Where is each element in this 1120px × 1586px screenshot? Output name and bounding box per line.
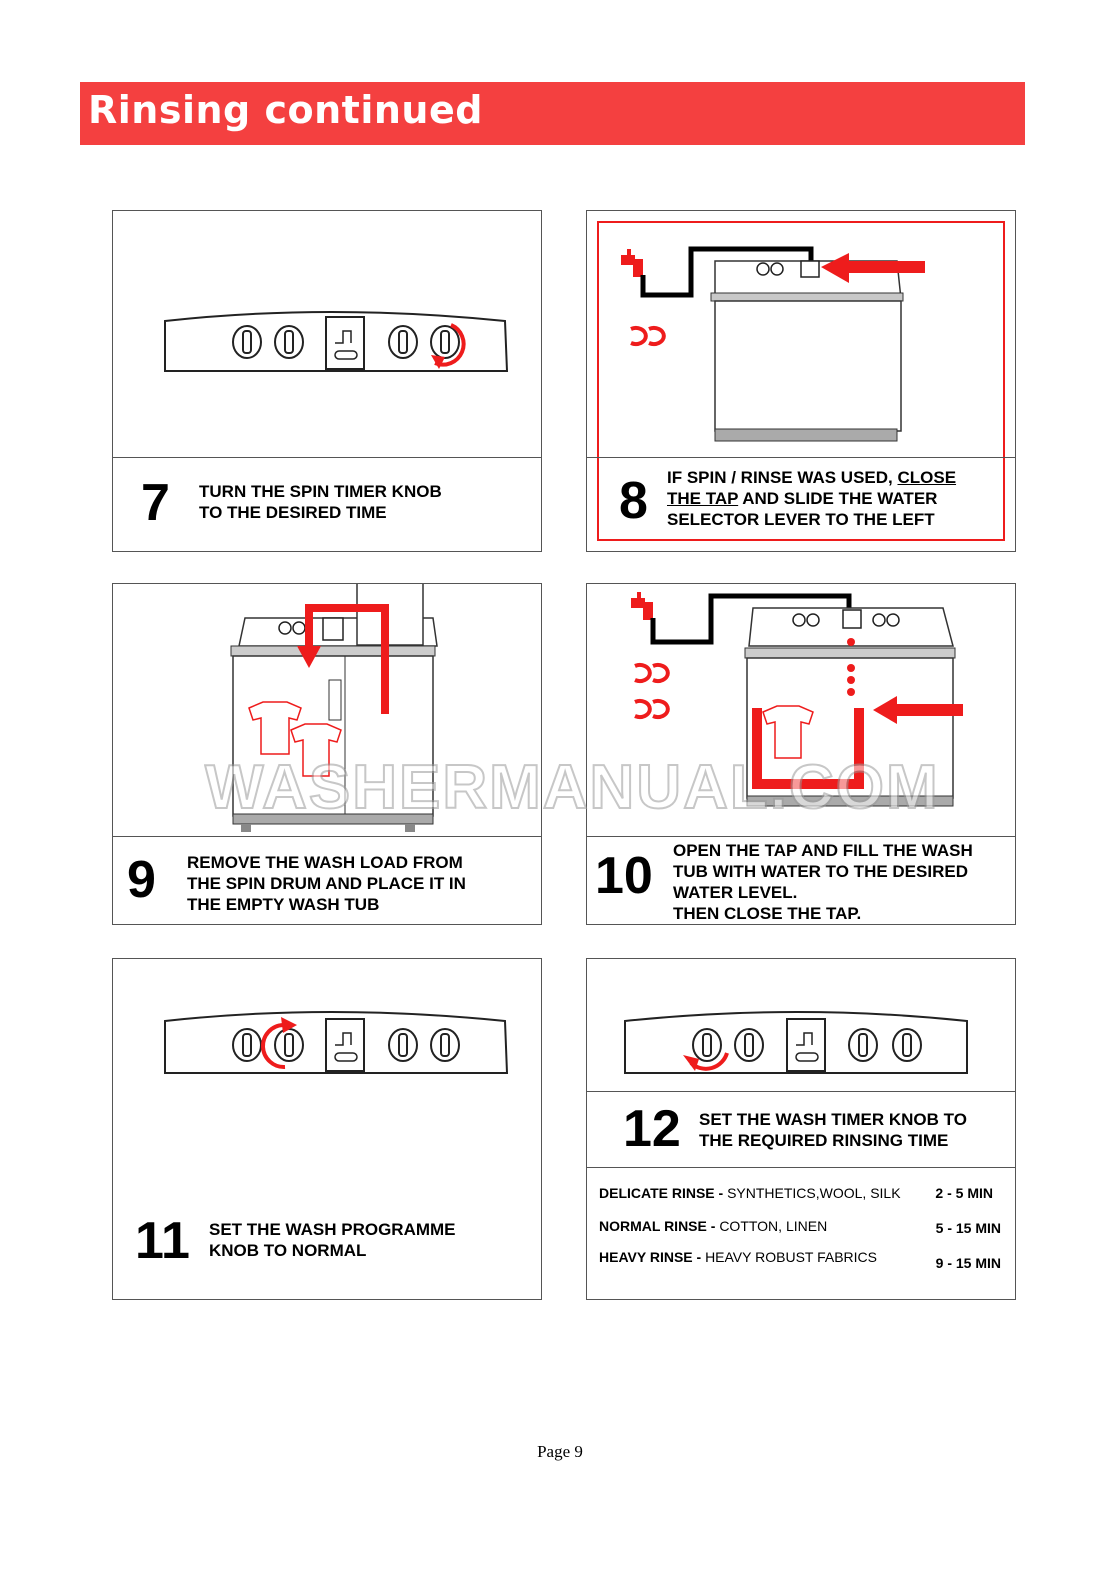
section-header: [80, 82, 1025, 145]
tap-icon: [631, 592, 653, 620]
rinse-time: 2 - 5 MIN: [935, 1185, 993, 1201]
control-panel-illustration: [587, 959, 1017, 1091]
step-instruction: TURN THE SPIN TIMER KNOB TO THE DESIRED TIME: [199, 482, 442, 522]
washer-fill-illustration: [587, 584, 1017, 836]
rotate-icon: [635, 665, 668, 717]
control-panel-illustration: [113, 959, 543, 1099]
step-instruction: SET THE WASH TIMER KNOB TO THE REQUIRED RINSING TIME: [699, 1110, 967, 1150]
step-number: 8: [619, 472, 648, 530]
selector-lever-icon: [326, 317, 364, 369]
washer-tap-illustration: [587, 211, 1017, 457]
control-panel-illustration: [113, 211, 543, 457]
step-7-panel: [112, 210, 542, 552]
step-9-panel: [112, 583, 542, 925]
step-12-panel: [586, 958, 1016, 1300]
rinse-time: 5 - 15 MIN: [935, 1220, 1001, 1236]
step-instruction: SET THE WASH PROGRAMME KNOB TO NORMAL: [209, 1220, 456, 1260]
step-number: 12: [623, 1100, 681, 1158]
step-number: 7: [141, 474, 170, 532]
washer-unload-illustration: [113, 584, 543, 836]
step-11-panel: [112, 958, 542, 1300]
step-instruction: REMOVE THE WASH LOAD FROM THE SPIN DRUM AND PLACE IT IN THE EMPTY WASH TUB: [187, 853, 466, 914]
step-8-panel: [586, 210, 1016, 552]
rinse-time: 9 - 15 MIN: [935, 1255, 1001, 1271]
page-title: Rinsing continued: [88, 88, 483, 132]
step-number: 9: [127, 851, 156, 909]
watermark: WASHERMANUAL.COM: [205, 753, 940, 822]
step-number: 11: [135, 1212, 190, 1270]
selector-lever-icon: [787, 1019, 825, 1071]
rinse-row-delicate: DELICATE RINSE - SYNTHETICS,WOOL, SILK: [599, 1185, 901, 1201]
rinse-row-normal: NORMAL RINSE - COTTON, LINEN: [599, 1218, 828, 1234]
page-number: Page 9: [537, 1442, 583, 1461]
step-number: 10: [595, 847, 653, 905]
step-instruction: OPEN THE TAP AND FILL THE WASH TUB WITH WATER TO THE DESIRED WATER LEVEL. THEN CLOSE THE TAP.: [673, 841, 973, 923]
rinse-row-heavy: HEAVY RINSE - HEAVY ROBUST FABRICS: [599, 1249, 877, 1265]
tap-icon: [621, 249, 643, 277]
rotate-icon: [631, 328, 664, 344]
selector-lever-icon: [326, 1019, 364, 1071]
step-instruction: IF SPIN / RINSE WAS USED, CLOSE THE TAP AND SLIDE THE WATER SELECTOR LEVER TO THE LEFT: [667, 468, 957, 529]
step-10-panel: [586, 583, 1016, 925]
